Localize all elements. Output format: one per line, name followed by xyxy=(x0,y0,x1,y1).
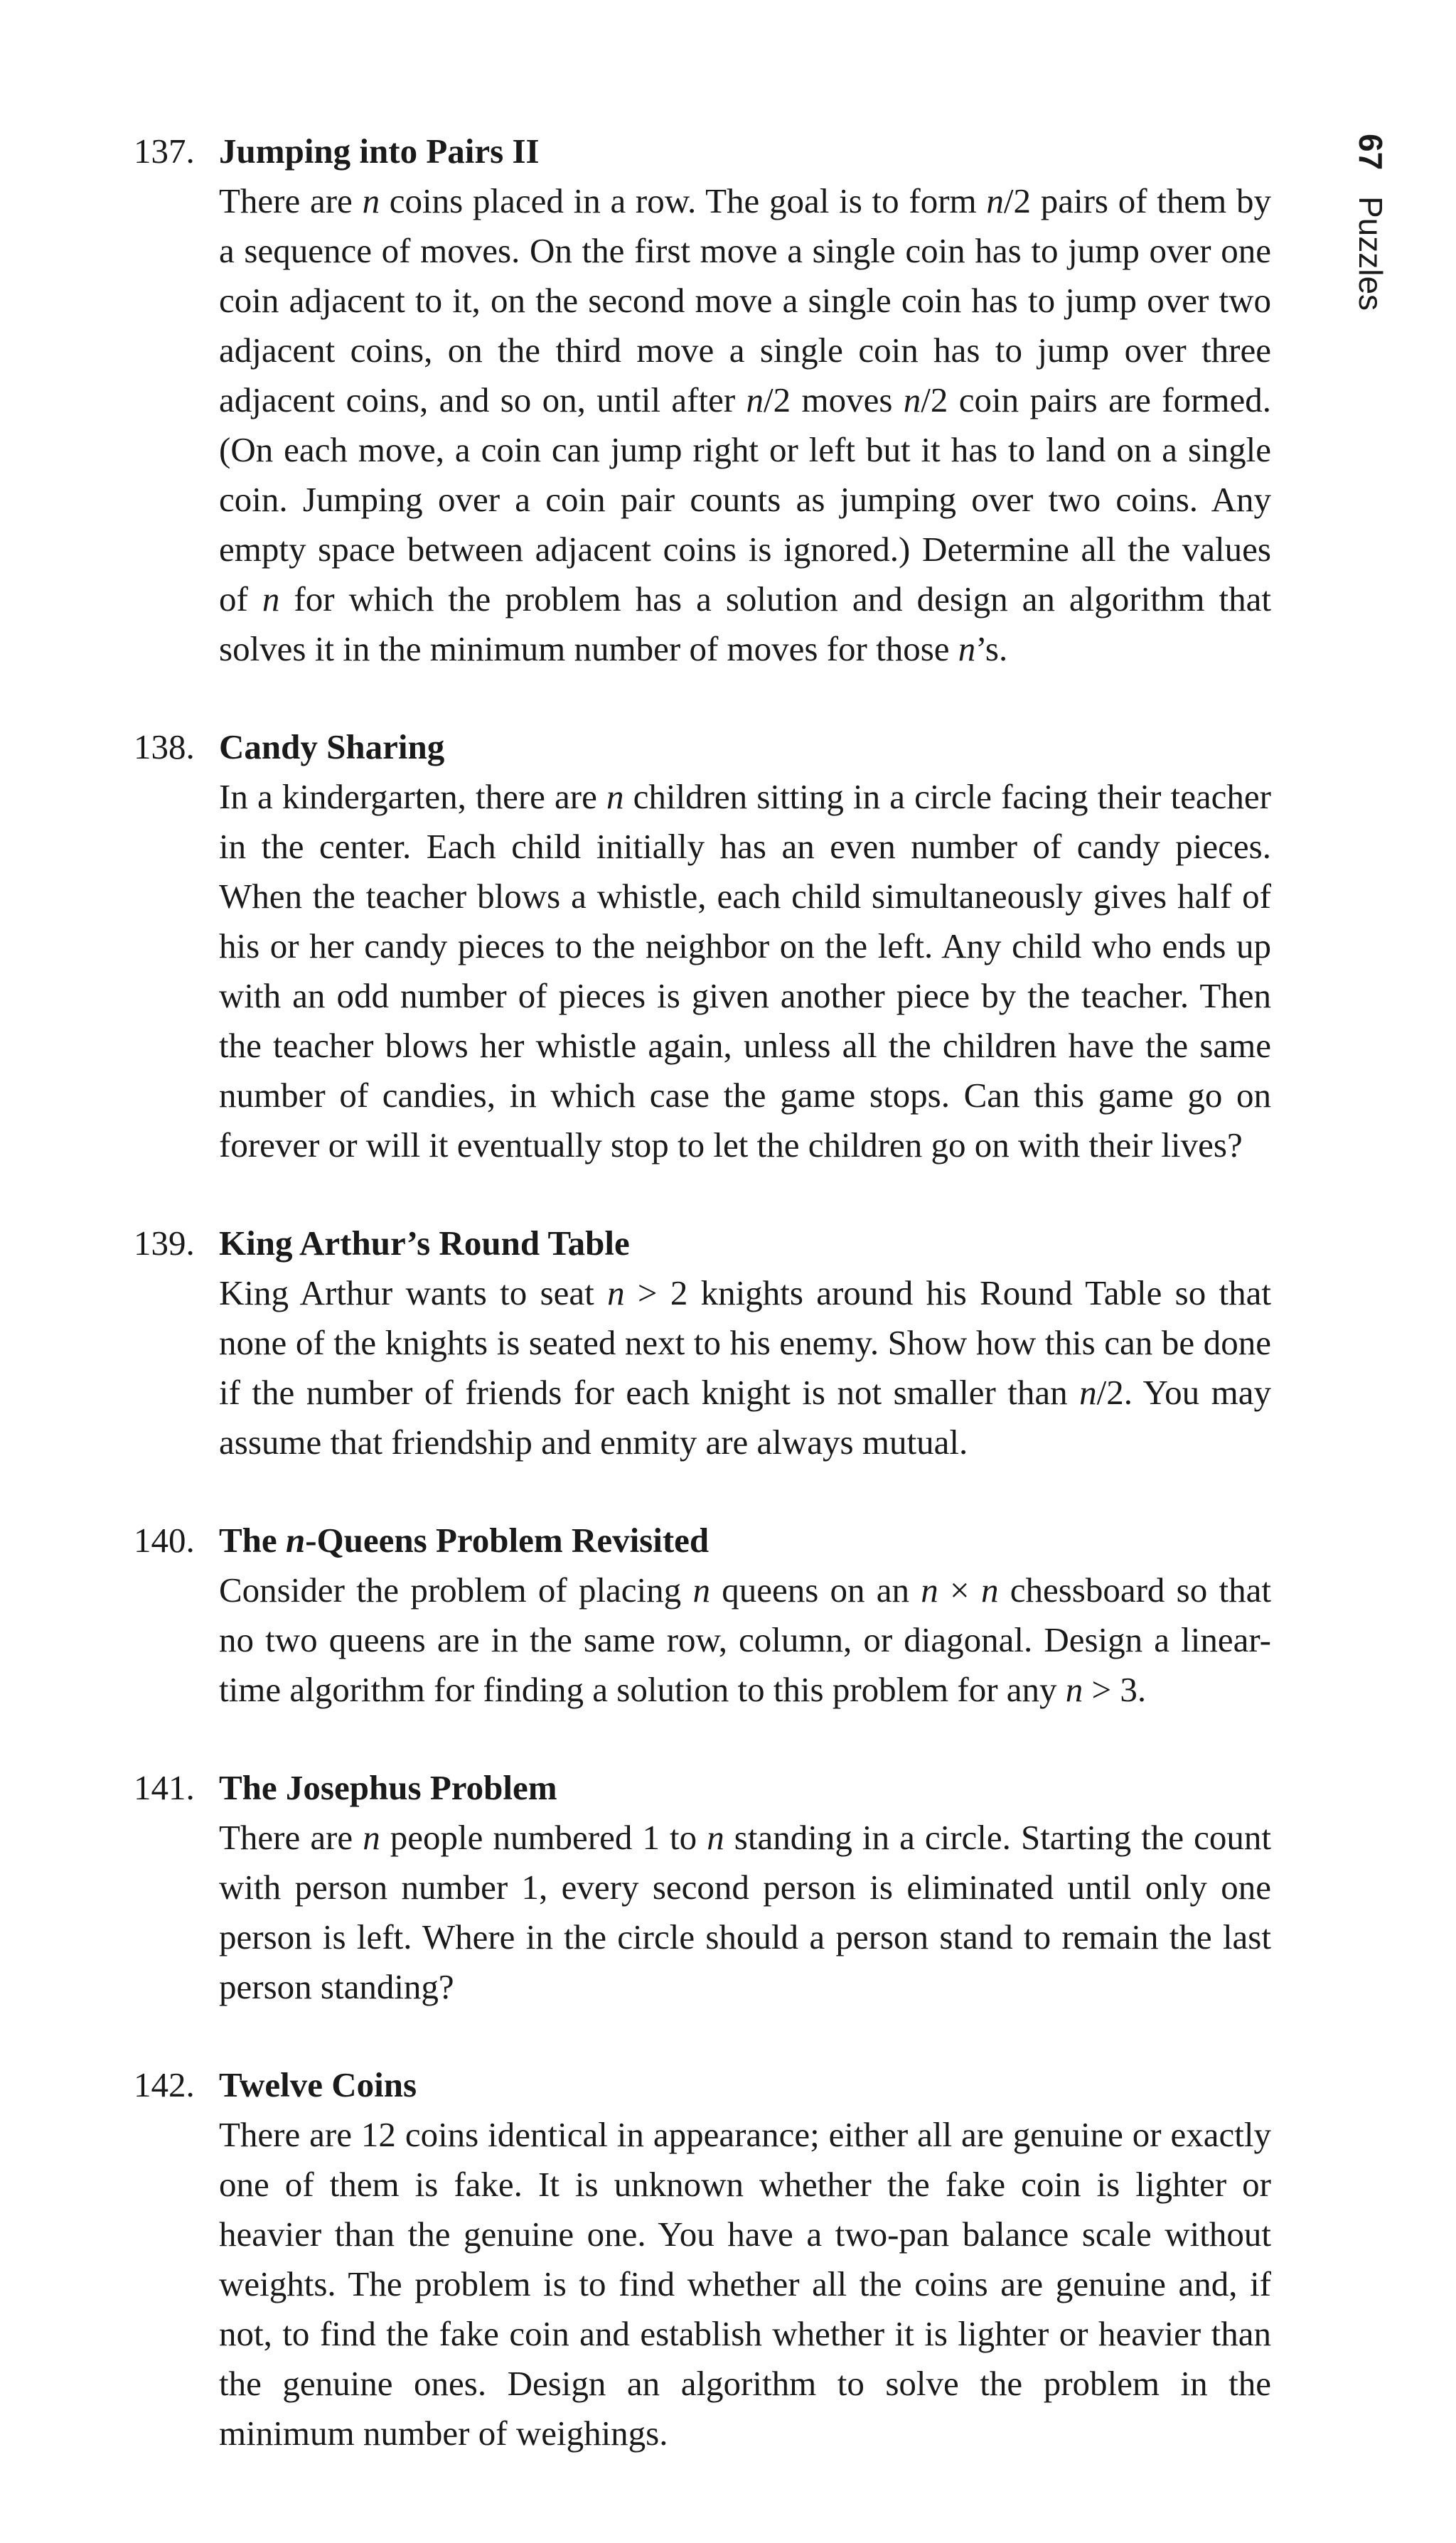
problem-text: In a kindergarten, there are n children sitting in a circle facing their teacher in the center. Each child initially has an even number of candy pieces. When the teacher blows a whistle, each child simultaneously gives half of his or her candy pieces to the neighbor on the left. Any child who ends up with an odd number of pieces is given another piece by the teacher. Then the teacher blows her whistle again, unless all the children have the same number of candies, in which case the game stops. Can this game go on forever or will it eventually stop to let the children go on with their lives? xyxy=(219,777,1272,1165)
page-number: 67 xyxy=(1352,134,1389,171)
problem-140 xyxy=(0,1516,1456,1715)
problem-title: Candy Sharing xyxy=(219,727,445,766)
problem-title: The n-Queens Problem Revisited xyxy=(219,1521,710,1560)
section-title: Puzzles xyxy=(1352,196,1389,311)
problem-number: 139. xyxy=(134,1224,195,1263)
problem-body xyxy=(219,1763,1271,2012)
problem-139 xyxy=(0,1219,1456,1467)
problem-text: King Arthur wants to seat n > 2 knights around his Round Table so that none of the knights is seated next to his enemy. Show how this can be done if the number of friends for each knight is not smaller than n/2. You may assume that friendship and enmity are always mutual. xyxy=(219,1273,1271,1462)
problem-number: 138. xyxy=(134,727,195,766)
problem-text: Consider the problem of placing n queens on an n × n chessboard so that no two queens are in the same row, column, or diagonal. Design a linear-time algorithm for finding a solution to this problem for any n > 3. xyxy=(219,1570,1271,1709)
problem-number: 140. xyxy=(134,1521,195,1560)
problem-text: There are 12 coins identical in appearance; either all are genuine or exactly one of them is fake. It is unknown whether the fake coin is lighter or heavier than the genuine one. You have a two-pan balance scale without weights. The problem is to find whether all the coins are genuine and, if not, to find the fake coin and establish whether it is lighter or heavier than the genuine ones. Design an algorithm to solve the problem in the minimum number of weighings. xyxy=(219,2115,1271,2453)
problem-138 xyxy=(0,722,1456,1170)
problem-title: Jumping into Pairs II xyxy=(219,132,540,171)
problem-title: King Arthur’s Round Table xyxy=(219,1224,630,1263)
problem-body xyxy=(219,127,1271,674)
problem-body xyxy=(219,722,1271,1170)
problem-141 xyxy=(0,1763,1456,2012)
problem-title: The Josephus Problem xyxy=(219,1768,557,1807)
problem-list xyxy=(0,127,1456,2507)
problem-title: Twelve Coins xyxy=(219,2065,417,2104)
problem-body xyxy=(219,2060,1271,2458)
problem-text: There are n people numbered 1 to n standing in a circle. Starting the count with person number 1, every second person is eliminated until only one person is left. Where in the circle should a person stand to remain the last person standing? xyxy=(219,1818,1272,2006)
problem-number: 141. xyxy=(134,1768,195,1807)
problem-number: 142. xyxy=(134,2065,195,2104)
problem-text: There are n coins placed in a row. The goal is to form n/2 pairs of them by a sequence of moves. On the first move a single coin has to jump over one coin adjacent to it, on the second move a single coin has to jump over two adjacent coins, on the third move a single coin has to jump over three adjacent coins, and so on, until after n/2 moves n/2 coin pairs are formed. (On each move, a coin can jump right or left but it has to land on a single coin. Jumping over a coin pair counts as jumping over two coins. Any empty space between adjacent coins is ignored.) Determine all the values of n for which the problem has a solution and design an algorithm that solves it in the minimum number of moves for those n’s. xyxy=(219,181,1272,668)
problem-body xyxy=(219,1219,1271,1467)
problem-number: 137. xyxy=(134,132,195,171)
problem-142 xyxy=(0,2060,1456,2458)
problem-137 xyxy=(0,127,1456,674)
problem-body xyxy=(219,1516,1271,1715)
